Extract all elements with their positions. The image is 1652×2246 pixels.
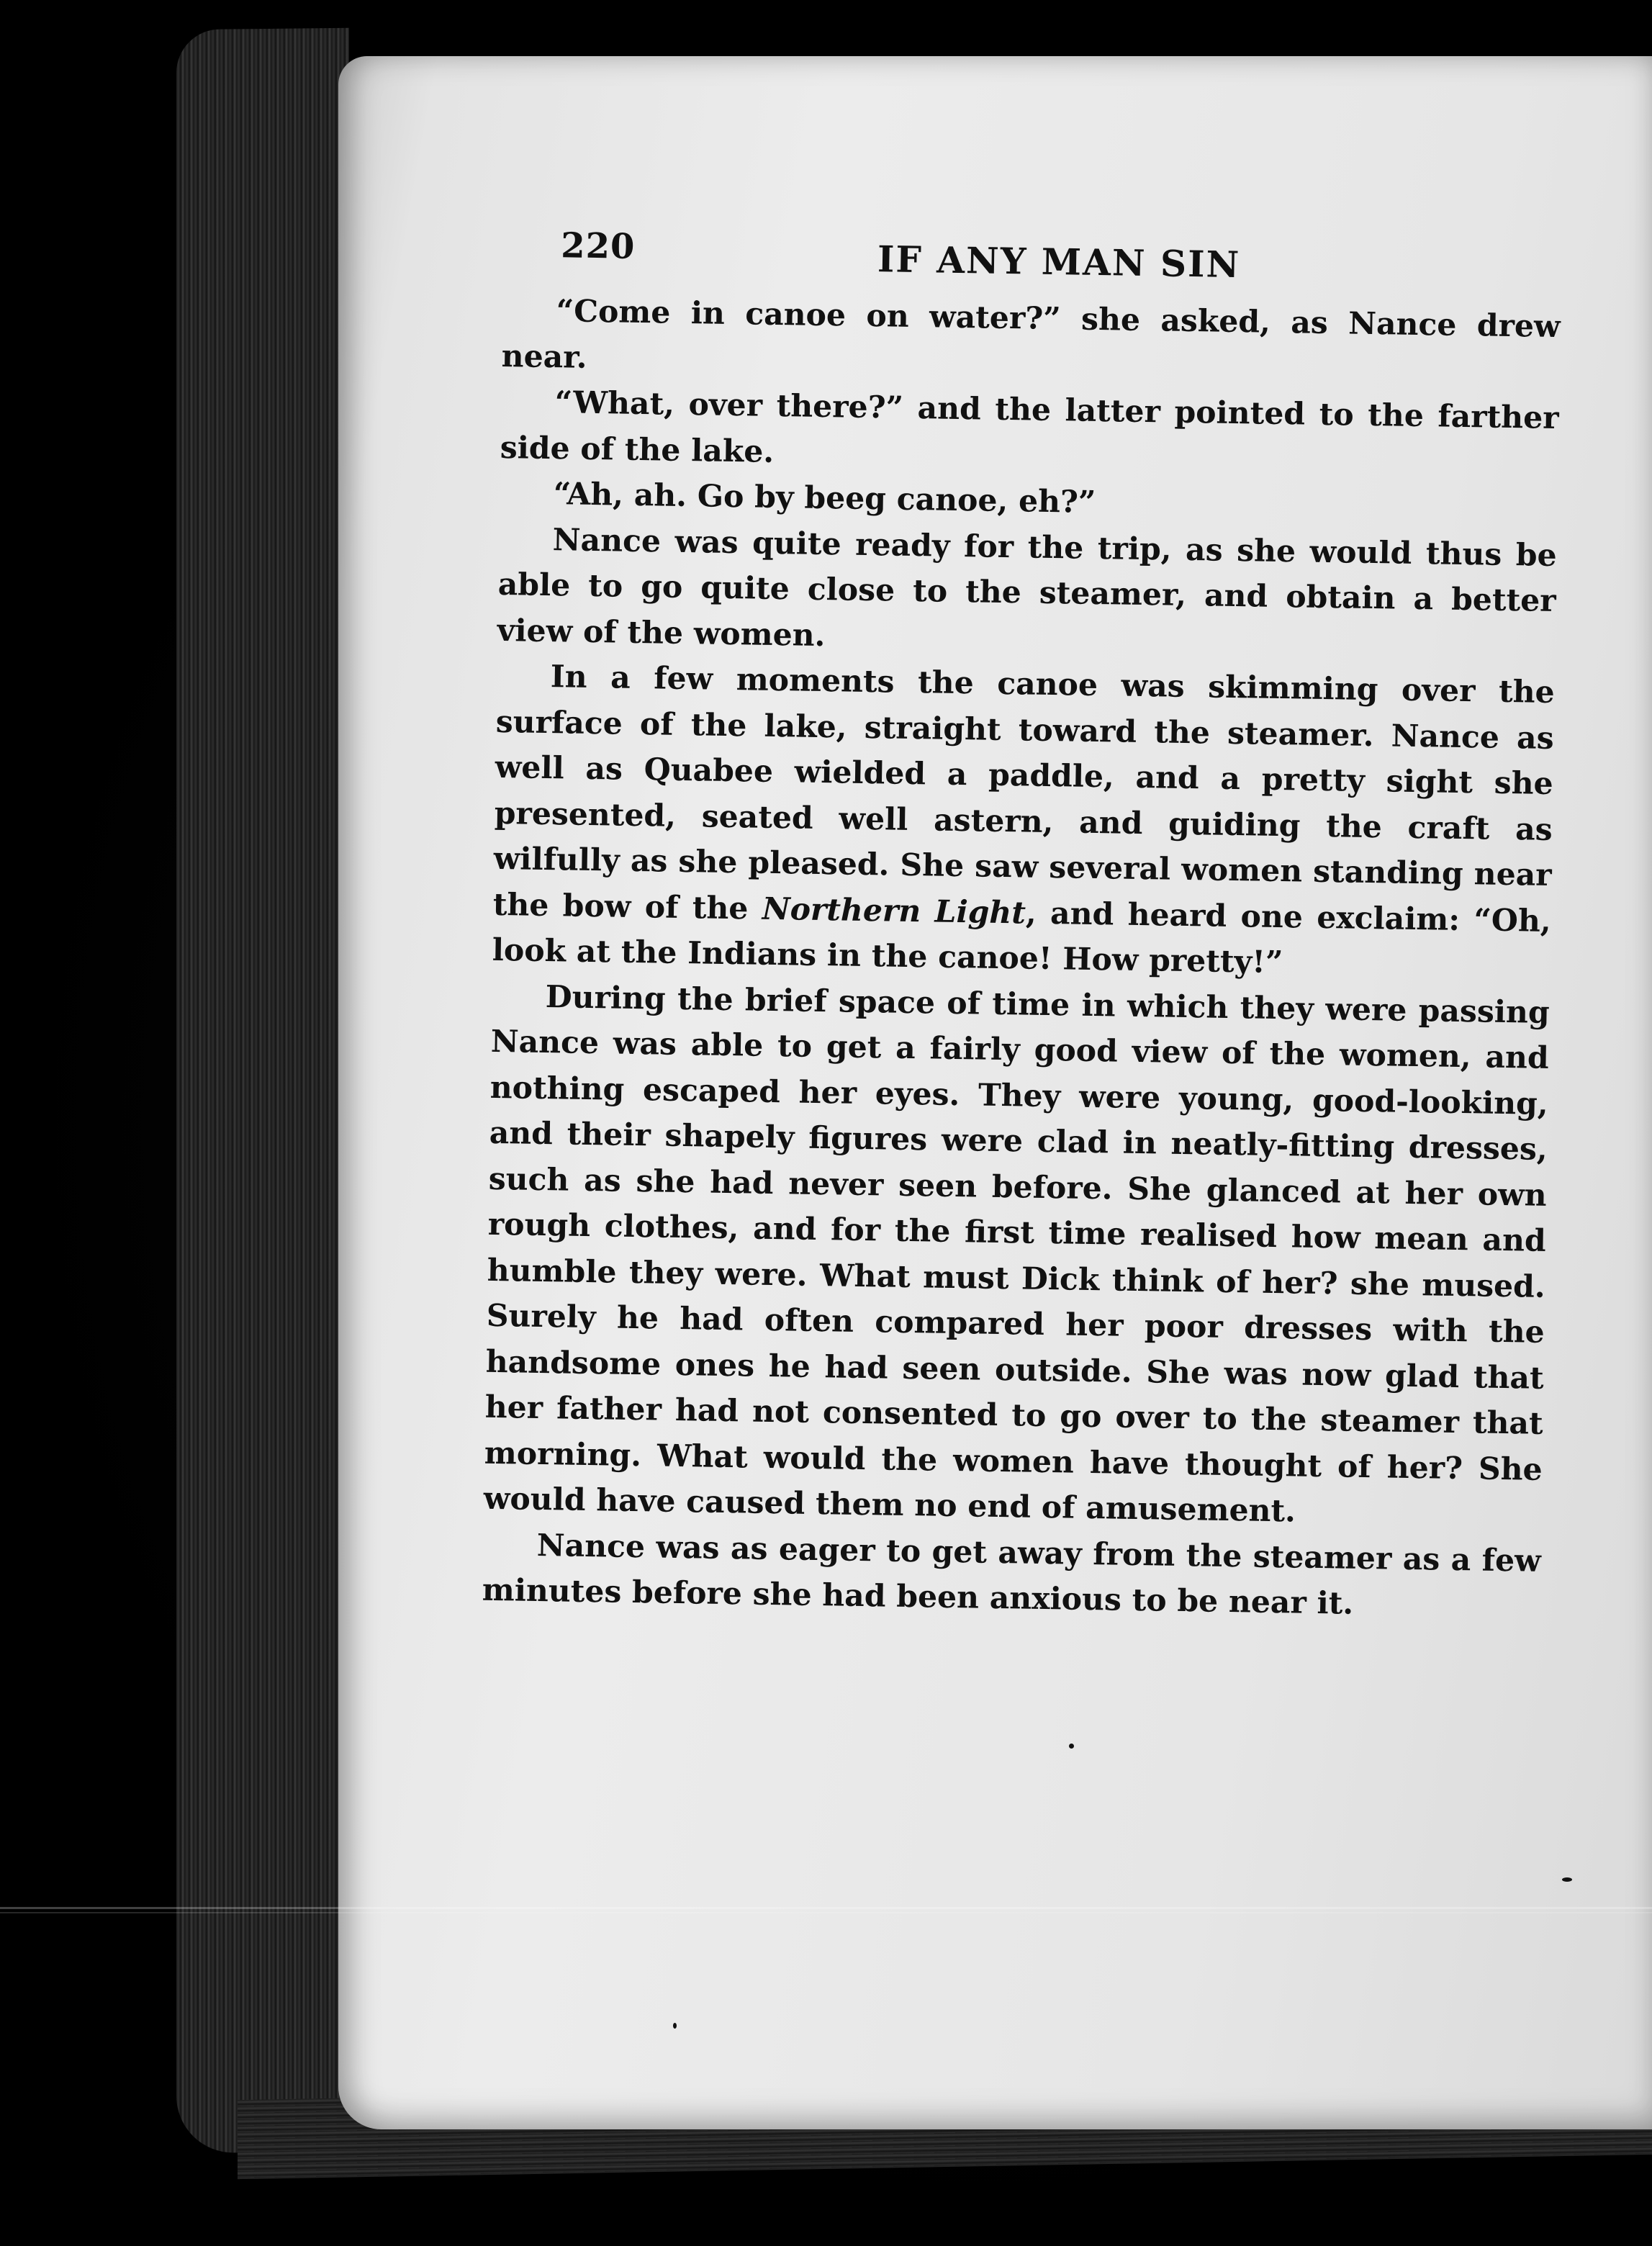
paragraph: “Ah, ah. Go by beeg canoe, eh?” (553, 476, 1096, 520)
paragraph: “Come in canoe on water?” she asked, as Nance drew near. (501, 293, 1561, 376)
paragraph: Nance was quite ready for the trip, as she would thus be able to go quite close to the steamer, and obtain a better view of the women. (497, 521, 1558, 654)
scan-artifact-line (0, 1912, 1652, 1913)
paragraph: Nance was as eager to get away from the steamer as a few minutes before she had been anxious to be near it. (482, 1527, 1542, 1622)
page-content (482, 209, 1561, 1630)
page-number: 220 (560, 225, 636, 267)
scan-speck (1562, 1877, 1572, 1882)
paragraph: “What, over there?” and the latter pointed to the farther side of the lake. (500, 384, 1560, 470)
body-text (482, 288, 1561, 1630)
scan-speck (1069, 1744, 1074, 1749)
book-page-edges (176, 28, 349, 2154)
ship-name: Northern Light (762, 890, 1026, 932)
running-title: IF ANY MAN SIN (877, 238, 1241, 287)
scan-speck (673, 2023, 677, 2029)
paragraph (492, 654, 1555, 991)
paragraph-text: , and heard one exclaim: “Oh, look at the Indians in the canoe! How pretty!” (492, 895, 1552, 981)
paragraph-text: In a few moments the canoe was skimming over the surface of the lake, straight toward the steamer. Nance as well as Quabee wielded a paddle, and a pretty sight she presented, seated well astern, and guiding the craft as wilfully as she pleased. She saw several women standing near the bow of the (492, 659, 1556, 927)
scan-artifact-line (0, 1907, 1652, 1909)
paragraph: During the brief space of time in which they were passing Nance was able to get a fairly good view of the women, and nothing escaped her eyes. They were young, good-looking, and their shapely figures were clad in neatly-fitting dresses, such as she had never seen before. She glanced at her own rough clothes, and for the first time realised how mean and humble they were. What must Dick think of her? she mused. Surely he had often compared her poor dresses with the handsome ones he had seen outside. She was now glad that her father had not consented to go over to the steamer that morning. What would the women have thought of her? She would have caused them no end of amusement. (483, 978, 1551, 1530)
